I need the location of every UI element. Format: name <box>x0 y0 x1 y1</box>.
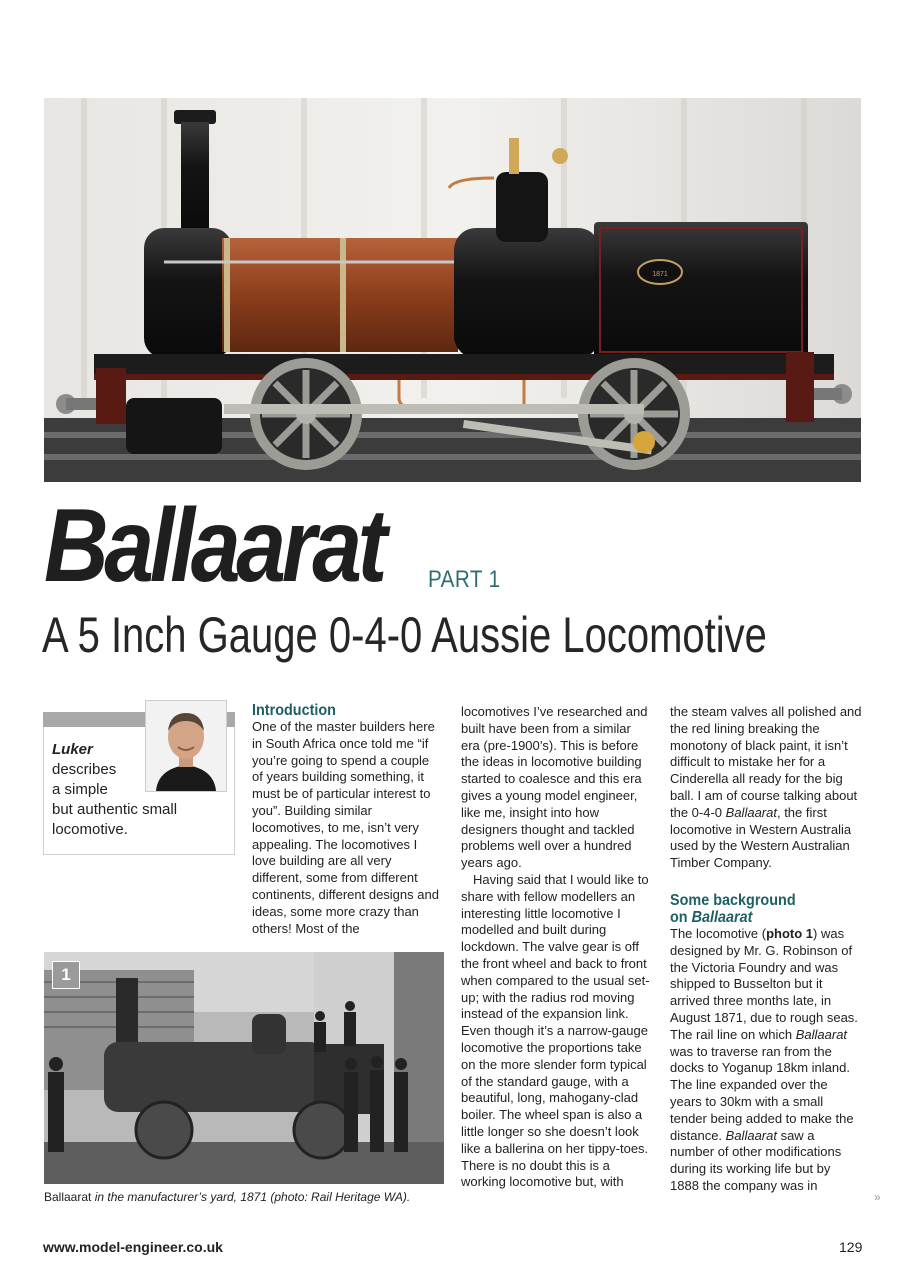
author-name: Luker <box>52 741 93 758</box>
body-paragraph: The locomotive (photo 1) was designed by Mr. G. Robinson of the Victoria Foundry and was shipped to Busselton but it arrived three months late, in August 1871, due to rough seas. The rail line on which Ballaarat was to traverse ran from the docks to Yoganup 18km inland. The line expanded over the years to 30km with a small tender being added to make the distance. Ballaarat saw a number of other modifications during its working life but by 1888 the company was in <box>670 925 858 1193</box>
author-blurb <box>52 740 192 840</box>
body-paragraph: locomotives I’ve researched and built have been from a similar era (pre-1900’s). This is before the ideas in locomotive building started to coalesce and this era gives a young model engineer, like me, insight into how designers thought and tackled problems well over a hundred years ago. <box>461 704 648 871</box>
footer-url[interactable]: www.model-engineer.co.uk <box>43 1239 223 1255</box>
author-line: a simple <box>52 781 108 798</box>
historic-photo <box>44 952 444 1184</box>
article-title: Ballaarat <box>44 488 384 604</box>
body-paragraph: the steam valves all polished and the red lining breaking the monotony of black paint, it isn’t difficult to mistake her for a Cinderella all ready for the big ball. I am of course talking about the 0-4-0 Ballaarat, the first locomotive in Western Australia used by the Western Australian Timber Company. <box>670 704 862 871</box>
part-label: PART 1 <box>428 566 501 593</box>
author-line: describes <box>52 761 117 778</box>
author-line: but authentic small <box>52 801 178 818</box>
article-column-3 <box>670 704 862 1195</box>
cab-plate: 1871 <box>652 271 668 278</box>
intro-heading: Introduction <box>252 702 336 719</box>
continue-arrow-icon: » <box>874 1190 881 1204</box>
photo-number-badge: 1 <box>52 961 80 989</box>
hero-photo <box>44 98 861 482</box>
article-subtitle: A 5 Inch Gauge 0-4-0 Aussie Locomotive <box>42 607 767 663</box>
article-column-1 <box>252 702 442 937</box>
photo-caption: Ballaarat in the manufacturer’s yard, 1871 (photo: Rail Heritage WA). <box>44 1190 411 1204</box>
intro-paragraph: One of the master builders here in South Africa once told me “if you’re going to spend a couple of years building something, it must be of particular interest to you”. Building similar locomotives, to me, isn’t very appealing. The locomotives I love building are all very different, some from different continents, different designs and ideas, some more crazy than others! Most of the <box>252 719 439 936</box>
article-column-2 <box>461 704 653 1191</box>
background-heading: Some background on Ballaarat <box>670 891 796 926</box>
page-number: 129 <box>839 1239 863 1255</box>
body-paragraph: Having said that I would like to share with fellow modellers an interesting little locomotive I modelled and built during lockdown. The valve gear is off the front wheel and back to front when compared to the usual set-up; with the radius rod moving instead of the expansion link. Even though it’s a narrow-gauge locomotive the proportions take on the more slender form typical of the standard gauge, with a beautiful, long, mahogany-clad boiler. The wheel span is also a little longer so she doesn’t look like a ballerina on her tippy-toes. There is no doubt this is a working locomotive but, with <box>461 871 650 1190</box>
author-line: locomotive. <box>52 821 128 838</box>
